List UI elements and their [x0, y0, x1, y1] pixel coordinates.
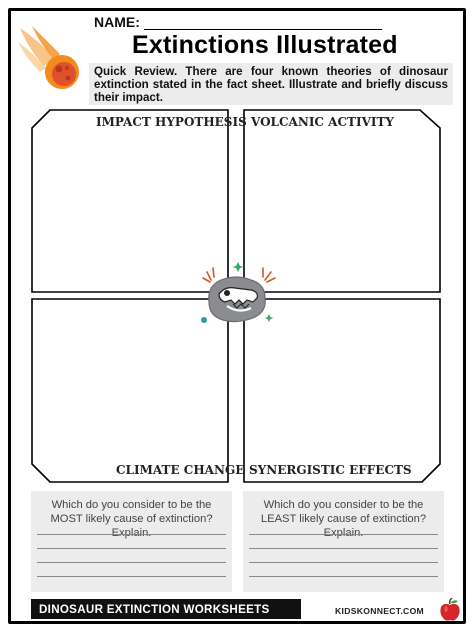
apple-icon — [439, 598, 461, 622]
writing-line[interactable] — [37, 534, 226, 535]
page-title: Extinctions Illustrated — [132, 31, 398, 59]
name-label: NAME: — [94, 14, 140, 30]
writing-line[interactable] — [249, 534, 438, 535]
question-most-likely[interactable] — [31, 491, 232, 592]
writing-line[interactable] — [249, 562, 438, 563]
question-least-likely[interactable] — [243, 491, 444, 592]
panel-label-impact: IMPACT HYPOTHESIS — [96, 115, 247, 129]
question-most-text: Which do you consider to be the MOST likely cause of extinction? Explain. — [50, 499, 213, 539]
writing-line[interactable] — [37, 576, 226, 577]
writing-line[interactable] — [37, 562, 226, 563]
question-least-text: Which do you consider to be the LEAST likely cause of extinction? Explain. — [260, 499, 427, 539]
panel-label-volcanic: VOLCANIC ACTIVITY — [251, 115, 394, 129]
dinosaur-skull-fossil-icon — [199, 258, 279, 330]
brand-label: KIDSKONNECT.COM — [335, 606, 425, 616]
writing-line[interactable] — [37, 548, 226, 549]
writing-line[interactable] — [249, 576, 438, 577]
writing-line[interactable] — [249, 548, 438, 549]
quick-review-text: Quick Review. There are four known theories of dinosaur extinction stated in the fact sheet. Illustrate and briefly discuss their impact. — [89, 63, 453, 105]
meteor-icon — [14, 22, 88, 96]
name-field[interactable] — [94, 14, 382, 30]
name-line[interactable] — [144, 16, 382, 30]
panel-label-climate: CLIMATE CHANGE — [116, 463, 245, 477]
panel-label-synergy: SYNERGISTIC EFFECTS — [249, 463, 412, 477]
footer-title-bar: DINOSAUR EXTINCTION WORKSHEETS — [31, 599, 301, 619]
